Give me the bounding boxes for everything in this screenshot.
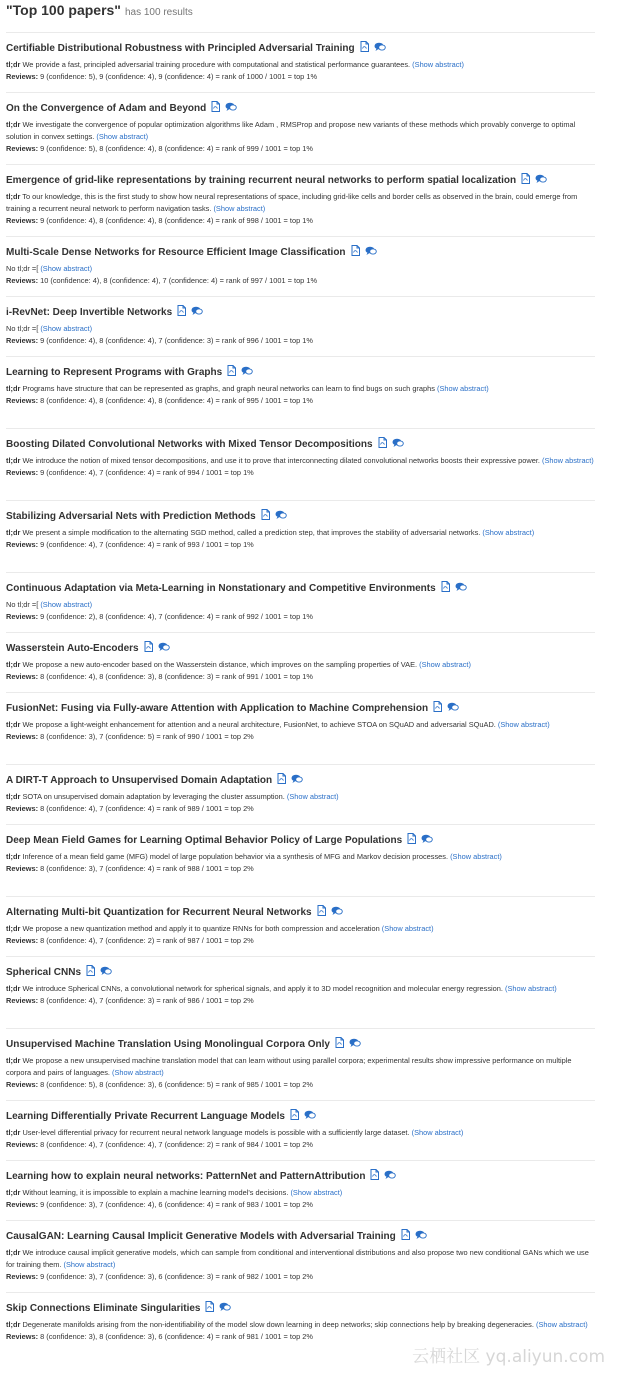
pdf-icon[interactable] — [335, 1035, 344, 1053]
paper-reviews — [6, 275, 595, 287]
paper-reviews — [6, 1271, 595, 1283]
paper-actions — [441, 579, 472, 597]
paper-title[interactable]: Learning how to explain neural networks: PatternNet and PatternAttribution — [6, 1170, 366, 1182]
paper-actions — [144, 639, 175, 657]
paper-tldr — [6, 383, 595, 395]
paper-tldr — [6, 1055, 595, 1079]
comments-icon[interactable] — [158, 639, 170, 657]
paper-tldr — [6, 1187, 595, 1199]
tldr-text: We propose a new auto-encoder based on the Wasserstein distance, which improves on the sampling properties of VAE. — [22, 660, 418, 669]
tldr-text: No tl;dr =[ — [6, 324, 39, 333]
show-abstract-link[interactable]: (Show abstract) — [40, 600, 93, 609]
paper-actions — [317, 903, 348, 921]
show-abstract-link[interactable]: (Show abstract) — [542, 456, 594, 465]
reviews-label: Reviews: — [6, 732, 39, 741]
show-abstract-link[interactable]: (Show abstract) — [290, 1188, 343, 1197]
tldr-text: No tl;dr =[ — [6, 600, 39, 609]
results-list — [6, 32, 595, 1364]
tldr-text: No tl;dr =[ — [6, 264, 39, 273]
tldr-label: tl;dr — [6, 60, 21, 69]
comments-icon[interactable] — [219, 1299, 231, 1317]
paper-title[interactable]: Learning to Represent Programs with Graphs — [6, 366, 223, 378]
paper-tldr — [6, 527, 595, 539]
paper-actions — [277, 771, 308, 789]
pdf-icon[interactable] — [261, 507, 270, 525]
paper-item — [6, 896, 595, 956]
show-abstract-link[interactable]: (Show abstract) — [419, 660, 471, 669]
paper-actions — [205, 1299, 236, 1317]
paper-tldr — [6, 599, 595, 611]
paper-item — [6, 632, 595, 692]
reviews-label: Reviews: — [6, 612, 39, 621]
paper-title-row — [6, 172, 595, 188]
paper-title-row — [6, 580, 595, 596]
reviews-label: Reviews: — [6, 672, 39, 681]
paper-item — [6, 824, 595, 896]
paper-reviews — [6, 1199, 595, 1211]
reviews-text: 10 (confidence: 4), 8 (confidence: 4), 7 (confidence: 4) = rank of 997 / 1001 = top 1% — [40, 276, 318, 285]
paper-reviews — [6, 1079, 595, 1091]
paper-title-row — [6, 772, 595, 788]
paper-item — [6, 1028, 595, 1100]
paper-item — [6, 1160, 595, 1220]
reviews-text: 9 (confidence: 2), 8 (confidence: 4), 7 (confidence: 4) = rank of 992 / 1001 = top 1% — [40, 612, 313, 621]
tldr-label: tl;dr — [6, 120, 21, 129]
paper-title-row — [6, 244, 595, 260]
query-title: "Top 100 papers" — [6, 2, 121, 18]
paper-actions — [335, 1035, 366, 1053]
tldr-label: tl;dr — [6, 384, 21, 393]
paper-item — [6, 764, 595, 824]
tldr-label: tl;dr — [6, 1128, 21, 1137]
paper-title[interactable]: CausalGAN: Learning Causal Implicit Generative Models with Adversarial Training — [6, 1230, 396, 1242]
reviews-text: 9 (confidence: 4), 8 (confidence: 4), 7 (confidence: 3) = rank of 996 / 1001 = top 1% — [40, 336, 313, 345]
pdf-icon[interactable] — [86, 963, 95, 981]
pdf-icon[interactable] — [407, 831, 416, 849]
paper-item — [6, 1220, 595, 1292]
tldr-text: SOTA on unsupervised domain adaptation by leveraging the cluster assumption. — [22, 792, 285, 801]
tldr-text: Programs have structure that can be represented as graphs, and graph neural networks can learn to find bugs on such graphs — [22, 384, 435, 393]
comments-icon[interactable] — [191, 303, 203, 321]
paper-title-row — [6, 1228, 595, 1244]
paper-item — [6, 236, 595, 296]
paper-title-row — [6, 304, 595, 320]
paper-actions — [407, 831, 438, 849]
paper-item — [6, 572, 595, 632]
tldr-label: tl;dr — [6, 1056, 21, 1065]
comments-icon[interactable] — [374, 39, 386, 57]
reviews-text: 9 (confidence: 3), 7 (confidence: 4), 6 (confidence: 4) = rank of 983 / 1001 = top 2% — [40, 1200, 313, 1209]
reviews-text: 8 (confidence: 4), 7 (confidence: 4) = rank of 989 / 1001 = top 2% — [40, 804, 254, 813]
comments-icon[interactable] — [291, 771, 303, 789]
tldr-label: tl;dr — [6, 660, 21, 669]
paper-actions — [290, 1107, 321, 1125]
tldr-text: We propose a new quantization method and apply it to quantize RNNs for both compression and acceleration — [22, 924, 380, 933]
tldr-label: tl;dr — [6, 924, 21, 933]
paper-reviews — [6, 1139, 595, 1151]
reviews-label: Reviews: — [6, 936, 39, 945]
paper-tldr — [6, 851, 595, 863]
paper-item — [6, 692, 595, 764]
paper-title[interactable]: i-RevNet: Deep Invertible Networks — [6, 306, 173, 318]
comments-icon[interactable] — [304, 1107, 316, 1125]
paper-tldr — [6, 455, 595, 467]
paper-item — [6, 32, 595, 92]
tldr-label: tl;dr — [6, 792, 21, 801]
paper-item — [6, 956, 595, 1028]
reviews-text: 8 (confidence: 3), 7 (confidence: 5) = rank of 990 / 1001 = top 2% — [40, 732, 254, 741]
paper-reviews — [6, 71, 595, 83]
paper-reviews — [6, 215, 595, 227]
paper-title[interactable]: Learning Differentially Private Recurrent Language Models — [6, 1110, 285, 1122]
comments-icon[interactable] — [415, 1227, 427, 1245]
paper-title-row — [6, 832, 595, 848]
paper-reviews — [6, 395, 595, 407]
paper-title[interactable]: FusionNet: Fusing via Fully-aware Attention with Application to Machine Comprehension — [6, 702, 429, 714]
reviews-label: Reviews: — [6, 336, 39, 345]
tldr-label: tl;dr — [6, 456, 21, 465]
show-abstract-link[interactable]: (Show abstract) — [63, 1260, 116, 1269]
show-abstract-link[interactable]: (Show abstract) — [535, 1320, 588, 1329]
show-abstract-link[interactable]: (Show abstract) — [40, 264, 93, 273]
paper-title-row — [6, 40, 595, 56]
comments-icon[interactable] — [384, 1167, 396, 1185]
comments-icon[interactable] — [349, 1035, 361, 1053]
paper-title-row — [6, 508, 595, 524]
show-abstract-link[interactable]: (Show abstract) — [497, 720, 550, 729]
paper-title[interactable]: Stabilizing Adversarial Nets with Prediction Methods — [6, 510, 256, 522]
pdf-icon[interactable] — [378, 435, 387, 453]
paper-tldr — [6, 923, 595, 935]
pdf-icon[interactable] — [277, 771, 286, 789]
paper-reviews — [6, 143, 595, 155]
paper-actions — [521, 171, 552, 189]
paper-reviews — [6, 863, 595, 875]
paper-reviews — [6, 731, 595, 743]
paper-actions — [360, 39, 391, 57]
reviews-label: Reviews: — [6, 396, 39, 405]
show-abstract-link[interactable]: (Show abstract) — [482, 528, 535, 537]
comments-icon[interactable] — [241, 363, 253, 381]
reviews-label: Reviews: — [6, 1080, 39, 1089]
comments-icon[interactable] — [365, 243, 377, 261]
paper-item — [6, 356, 595, 428]
paper-title[interactable]: A DIRT-T Approach to Unsupervised Domain Adaptation — [6, 774, 273, 786]
paper-title-row — [6, 1036, 595, 1052]
comments-icon[interactable] — [535, 171, 547, 189]
tldr-text: We propose a new unsupervised machine translation model that can learn without using parallel corpora; experimental results show impressive performance on multiple corpora and pairs of languages. — [6, 1056, 572, 1077]
tldr-text: User-level differential privacy for recurrent neural network language models is possible with a sufficiently large dataset. — [22, 1128, 410, 1137]
paper-title-row — [6, 1108, 595, 1124]
tldr-label: tl;dr — [6, 1320, 21, 1329]
paper-tldr — [6, 983, 595, 995]
paper-tldr — [6, 719, 595, 731]
pdf-icon[interactable] — [521, 171, 530, 189]
show-abstract-link[interactable]: (Show abstract) — [96, 132, 149, 141]
paper-title[interactable]: Unsupervised Machine Translation Using Monolingual Corpora Only — [6, 1038, 330, 1050]
show-abstract-link[interactable]: (Show abstract) — [505, 984, 557, 993]
tldr-text: Inference of a mean field game (MFG) model of large population behavior via a synthesis of MFG and Markov decision processes. — [22, 852, 449, 861]
tldr-text: Degenerate manifolds arising from the non-identifiability of the model slow down learning in deep networks; skip connections help by breaking degeneracies. — [22, 1320, 534, 1329]
tldr-label: tl;dr — [6, 984, 21, 993]
reviews-label: Reviews: — [6, 216, 39, 225]
results-header — [6, 0, 595, 32]
pdf-icon[interactable] — [144, 639, 153, 657]
comments-icon[interactable] — [421, 831, 433, 849]
reviews-text: 8 (confidence: 3), 8 (confidence: 3), 6 (confidence: 4) = rank of 981 / 1001 = top 2% — [40, 1332, 313, 1341]
paper-reviews — [6, 335, 595, 347]
reviews-text: 8 (confidence: 4), 8 (confidence: 3), 8 (confidence: 3) = rank of 991 / 1001 = top 1% — [40, 672, 313, 681]
paper-tldr — [6, 659, 595, 671]
paper-title-row — [6, 964, 595, 980]
paper-title[interactable]: Spherical CNNs — [6, 966, 82, 978]
paper-actions — [86, 963, 117, 981]
paper-item — [6, 164, 595, 236]
tldr-text: We investigate the convergence of popular optimization algorithms like Adam , RMSProp and propose new variants of these methods which provably converge to optimal solution in convex settings. — [6, 120, 576, 141]
show-abstract-link[interactable]: (Show abstract) — [286, 792, 339, 801]
pdf-icon[interactable] — [227, 363, 236, 381]
show-abstract-link[interactable]: (Show abstract) — [412, 60, 464, 69]
tldr-text: We provide a fast, principled adversarial training procedure with computational and statistical performance guarantees. — [22, 60, 411, 69]
paper-title-row — [6, 436, 595, 452]
paper-reviews — [6, 995, 595, 1007]
paper-tldr — [6, 263, 595, 275]
paper-actions — [351, 243, 382, 261]
paper-item — [6, 92, 595, 164]
paper-reviews — [6, 803, 595, 815]
pdf-icon[interactable] — [177, 303, 186, 321]
paper-title[interactable]: Continuous Adaptation via Meta-Learning in Nonstationary and Competitive Environments — [6, 582, 436, 594]
paper-actions — [211, 99, 242, 117]
paper-reviews — [6, 935, 595, 947]
paper-title[interactable]: Wasserstein Auto-Encoders — [6, 642, 139, 654]
reviews-text: 8 (confidence: 5), 8 (confidence: 3), 6 (confidence: 5) = rank of 985 / 1001 = top 2% — [40, 1080, 313, 1089]
reviews-text: 9 (confidence: 5), 8 (confidence: 4), 8 (confidence: 4) = rank of 999 / 1001 = top 1% — [40, 144, 313, 153]
reviews-text: 8 (confidence: 4), 7 (confidence: 2) = rank of 987 / 1001 = top 2% — [40, 936, 254, 945]
tldr-text: We introduce Spherical CNNs, a convolutional network for spherical signals, and apply it to 3D model recognition and molecular energy regression. — [22, 984, 503, 993]
paper-item — [6, 1100, 595, 1160]
paper-actions — [378, 435, 409, 453]
pdf-icon[interactable] — [290, 1107, 299, 1125]
pdf-icon[interactable] — [211, 99, 220, 117]
pdf-icon[interactable] — [433, 699, 442, 717]
paper-title-row — [6, 1168, 595, 1184]
tldr-label: tl;dr — [6, 528, 21, 537]
comments-icon[interactable] — [455, 579, 467, 597]
tldr-text: To our knowledge, this is the first study to show how neural representations of space, including grid-like cells and border cells as observed in the brain, could emerge from training a recurrent neural network to perform navigation tasks. — [6, 192, 578, 213]
show-abstract-link[interactable]: (Show abstract) — [436, 384, 489, 393]
paper-actions — [261, 507, 292, 525]
reviews-label: Reviews: — [6, 804, 39, 813]
paper-actions — [370, 1167, 401, 1185]
show-abstract-link[interactable]: (Show abstract) — [112, 1068, 164, 1077]
paper-reviews — [6, 671, 595, 683]
paper-title-row — [6, 364, 595, 380]
paper-item — [6, 296, 595, 356]
paper-tldr — [6, 59, 595, 71]
reviews-label: Reviews: — [6, 72, 39, 81]
pdf-icon[interactable] — [317, 903, 326, 921]
reviews-text: 8 (confidence: 3), 7 (confidence: 4) = rank of 988 / 1001 = top 2% — [40, 864, 254, 873]
reviews-label: Reviews: — [6, 540, 39, 549]
paper-tldr — [6, 791, 595, 803]
tldr-text: We introduce causal implicit generative models, which can sample from conditional and interventional distributions and also propose two new conditional GANs which we use for training them. — [6, 1248, 589, 1269]
paper-title-row — [6, 1300, 595, 1316]
pdf-icon[interactable] — [351, 243, 360, 261]
reviews-label: Reviews: — [6, 864, 39, 873]
show-abstract-link[interactable]: (Show abstract) — [40, 324, 93, 333]
paper-tldr — [6, 1319, 595, 1331]
paper-title-row — [6, 904, 595, 920]
tldr-text: We propose a light-weight enhancement for attention and a neural architecture, FusionNet, to achieve STOA on SQuAD and adversarial SQuAD. — [22, 720, 496, 729]
reviews-text: 9 (confidence: 4), 7 (confidence: 4) = rank of 994 / 1001 = top 1% — [40, 468, 254, 477]
comments-icon[interactable] — [100, 963, 112, 981]
reviews-text: 9 (confidence: 5), 9 (confidence: 4), 9 (confidence: 4) = rank of 1000 / 1001 = top 1% — [40, 72, 318, 81]
show-abstract-link[interactable]: (Show abstract) — [411, 1128, 464, 1137]
paper-title[interactable]: Skip Connections Eliminate Singularities — [6, 1302, 201, 1314]
paper-item — [6, 500, 595, 572]
paper-actions — [433, 699, 464, 717]
reviews-text: 8 (confidence: 4), 7 (confidence: 3) = rank of 986 / 1001 = top 2% — [40, 996, 254, 1005]
tldr-label: tl;dr — [6, 852, 21, 861]
tldr-label: tl;dr — [6, 1188, 21, 1197]
reviews-label: Reviews: — [6, 468, 39, 477]
show-abstract-link[interactable]: (Show abstract) — [213, 204, 266, 213]
paper-tldr — [6, 191, 595, 215]
reviews-label: Reviews: — [6, 1140, 39, 1149]
tldr-label: tl;dr — [6, 1248, 21, 1257]
paper-tldr — [6, 119, 595, 143]
paper-title[interactable]: Multi-Scale Dense Networks for Resource Efficient Image Classification — [6, 246, 346, 258]
reviews-text: 9 (confidence: 4), 7 (confidence: 4) = rank of 993 / 1001 = top 1% — [40, 540, 254, 549]
pdf-icon[interactable] — [205, 1299, 214, 1317]
paper-reviews — [6, 467, 595, 479]
results-count: has 100 results — [124, 7, 193, 18]
paper-title[interactable]: Certifiable Distributional Robustness with Principled Adversarial Training — [6, 42, 355, 54]
paper-title[interactable]: Deep Mean Field Games for Learning Optimal Behavior Policy of Large Populations — [6, 834, 403, 846]
pdf-icon[interactable] — [360, 39, 369, 57]
paper-reviews — [6, 611, 595, 623]
reviews-label: Reviews: — [6, 1200, 39, 1209]
comments-icon[interactable] — [331, 903, 343, 921]
show-abstract-link[interactable]: (Show abstract) — [450, 852, 502, 861]
tldr-text: We introduce the notion of mixed tensor decompositions, and use it to prove that interconnecting dilated convolutional networks boosts their expressive power. — [22, 456, 540, 465]
comments-icon[interactable] — [447, 699, 459, 717]
tldr-label: tl;dr — [6, 720, 21, 729]
paper-title-row — [6, 700, 595, 716]
reviews-label: Reviews: — [6, 1332, 39, 1341]
tldr-label: tl;dr — [6, 192, 21, 201]
paper-title-row — [6, 100, 595, 116]
paper-tldr — [6, 323, 595, 335]
comments-icon[interactable] — [275, 507, 287, 525]
paper-reviews — [6, 539, 595, 551]
paper-tldr — [6, 1247, 595, 1271]
show-abstract-link[interactable]: (Show abstract) — [381, 924, 434, 933]
reviews-label: Reviews: — [6, 996, 39, 1005]
reviews-text: 8 (confidence: 4), 7 (confidence: 4), 7 (confidence: 2) = rank of 984 / 1001 = top 2% — [40, 1140, 313, 1149]
comments-icon[interactable] — [392, 435, 404, 453]
paper-tldr — [6, 1127, 595, 1139]
paper-item — [6, 428, 595, 500]
paper-title[interactable]: On the Convergence of Adam and Beyond — [6, 102, 207, 114]
reviews-text: 8 (confidence: 4), 8 (confidence: 4), 8 (confidence: 4) = rank of 995 / 1001 = top 1% — [40, 396, 313, 405]
reviews-label: Reviews: — [6, 276, 39, 285]
watermark: 云栖社区 yq.aliyun.com — [412, 1347, 605, 1367]
pdf-icon[interactable] — [370, 1167, 379, 1185]
comments-icon[interactable] — [225, 99, 237, 117]
reviews-text: 9 (confidence: 3), 7 (confidence: 3), 6 (confidence: 3) = rank of 982 / 1001 = top 2% — [40, 1272, 313, 1281]
paper-title[interactable]: Emergence of grid-like representations by training recurrent neural networks to perform spatial localization — [6, 174, 517, 186]
paper-title-row — [6, 640, 595, 656]
tldr-text: Without learning, it is impossible to explain a machine learning model's decisions. — [22, 1188, 289, 1197]
paper-title[interactable]: Alternating Multi-bit Quantization for Recurrent Neural Networks — [6, 906, 312, 918]
pdf-icon[interactable] — [441, 579, 450, 597]
paper-actions — [227, 363, 258, 381]
paper-actions — [401, 1227, 432, 1245]
reviews-text: 9 (confidence: 4), 8 (confidence: 4), 8 (confidence: 4) = rank of 998 / 1001 = top 1% — [40, 216, 313, 225]
reviews-label: Reviews: — [6, 1272, 39, 1281]
pdf-icon[interactable] — [401, 1227, 410, 1245]
paper-title[interactable]: Boosting Dilated Convolutional Networks with Mixed Tensor Decompositions — [6, 438, 373, 450]
tldr-text: We present a simple modification to the alternating SGD method, called a prediction step, that improves the stability of adversarial networks. — [22, 528, 481, 537]
reviews-label: Reviews: — [6, 144, 39, 153]
paper-actions — [177, 303, 208, 321]
